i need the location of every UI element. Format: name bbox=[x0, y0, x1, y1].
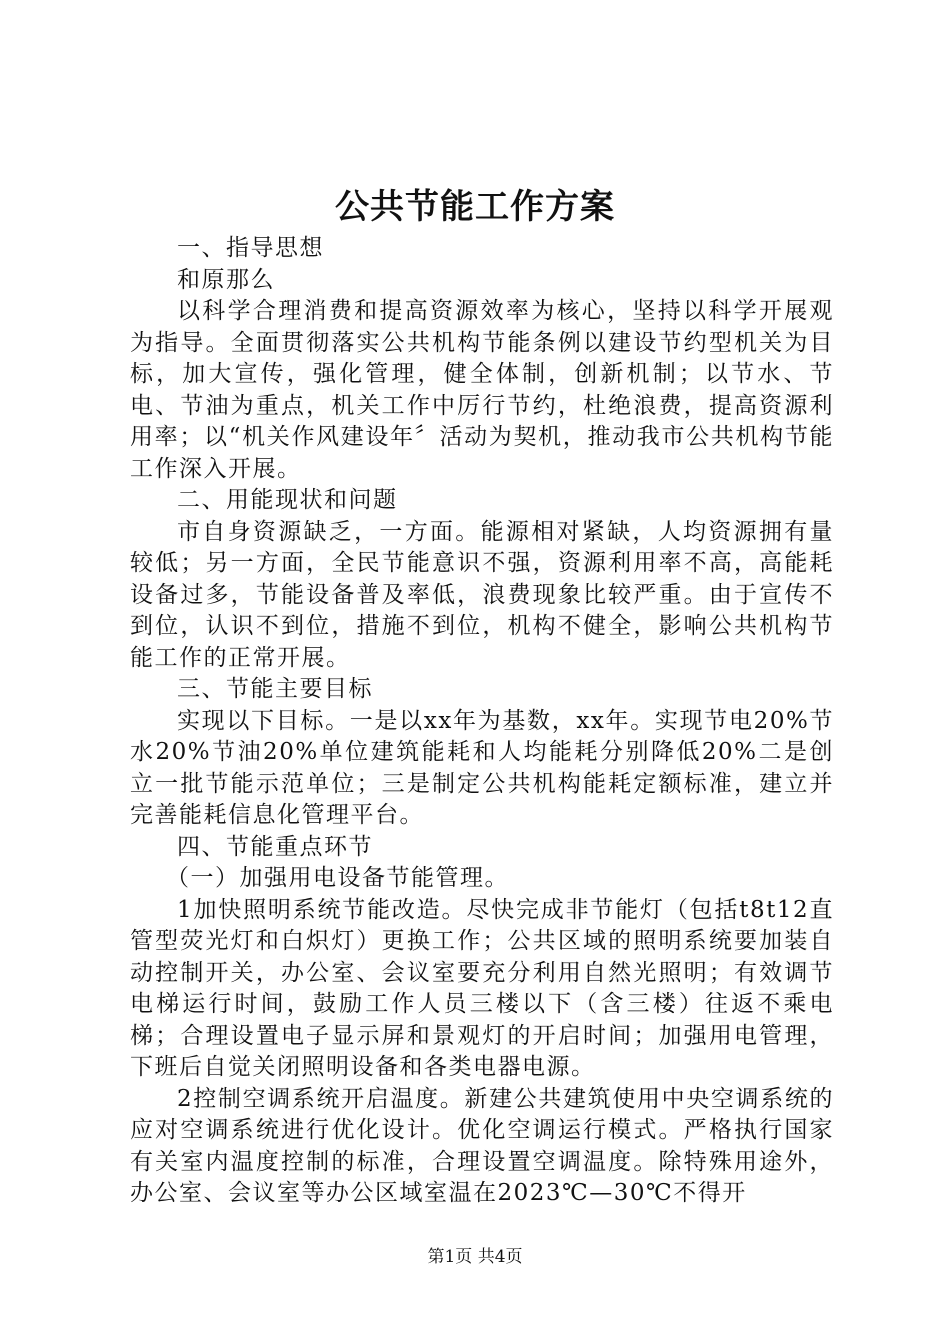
section-heading-key-areas: 四、节能重点环节 bbox=[177, 833, 373, 860]
paragraph-lighting-retrofit: 1加快照明系统节能改造。尽快完成非节能灯（包括t8t12直管型荧光灯和白炽灯）更换工作；公共区域的照明系统要加装自动控制开关，办公室、会议室要充分利用自然光照明；有效调节电梯运行时间，鼓励工作人员三楼以下（含三楼）往返不乘电梯；合理设置电子显示屏和景观灯的开启时间；加强用电管理，下班后自觉关闭照明设备和各类电器电源。 bbox=[130, 896, 834, 1080]
section-heading-current-status: 二、用能现状和问题 bbox=[177, 487, 398, 513]
document-body bbox=[130, 233, 834, 1210]
paragraph-current-status: 市自身资源缺乏，一方面。能源相对紧缺，人均资源拥有量较低；另一方面，全民节能意识不强，资源利用率不高，高能耗设备过多，节能设备普及率低，浪费现象比较严重。由于宣传不到位，认识不到位，措施不到位，机构不健全，影响公共机构节能工作的正常开展。 bbox=[130, 518, 834, 671]
section-heading-guiding-thought: 一、指导思想 bbox=[177, 235, 324, 261]
document-title: 公共节能工作方案 bbox=[335, 187, 615, 227]
page-footer: 第1页 共4页 bbox=[427, 1247, 523, 1267]
section-heading-principles: 和原那么 bbox=[177, 266, 275, 293]
paragraph-guiding-thought: 以科学合理消费和提高资源效率为核心，坚持以科学开展观为指导。全面贯彻落实公共机构节能条例以建设节约型机关为目标，加大宣传，强化管理，健全体制，创新机制；以节水、节电、节油为重点，机关工作中厉行节约，杜绝浪费，提高资源利用率；以“机关作风建设年〞活动为契机，推动我市公共机构节能工作深入开展。 bbox=[130, 298, 834, 482]
paragraph-air-conditioning: 2控制空调系统开启温度。新建公共建筑使用中央空调系统的应对空调系统进行优化设计。优化空调运行模式。严格执行国家有关室内温度控制的标准，合理设置空调温度。除特殊用途外，办公室、会议室等办公区域室温在2023℃—30℃不得开 bbox=[130, 1085, 834, 1206]
section-heading-main-goals: 三、节能主要目标 bbox=[177, 676, 373, 702]
subsection-heading-electric-equipment: （一）加强用电设备节能管理。 bbox=[166, 865, 509, 891]
paragraph-main-goals: 实现以下目标。一是以xx年为基数，xx年。实现节电20%节水20%节油20%单位建筑能耗和人均能耗分别降低20%二是创立一批节能示范单位；三是制定公共机构能耗定额标准，建立并完善能耗信息化管理平台。 bbox=[130, 707, 834, 828]
